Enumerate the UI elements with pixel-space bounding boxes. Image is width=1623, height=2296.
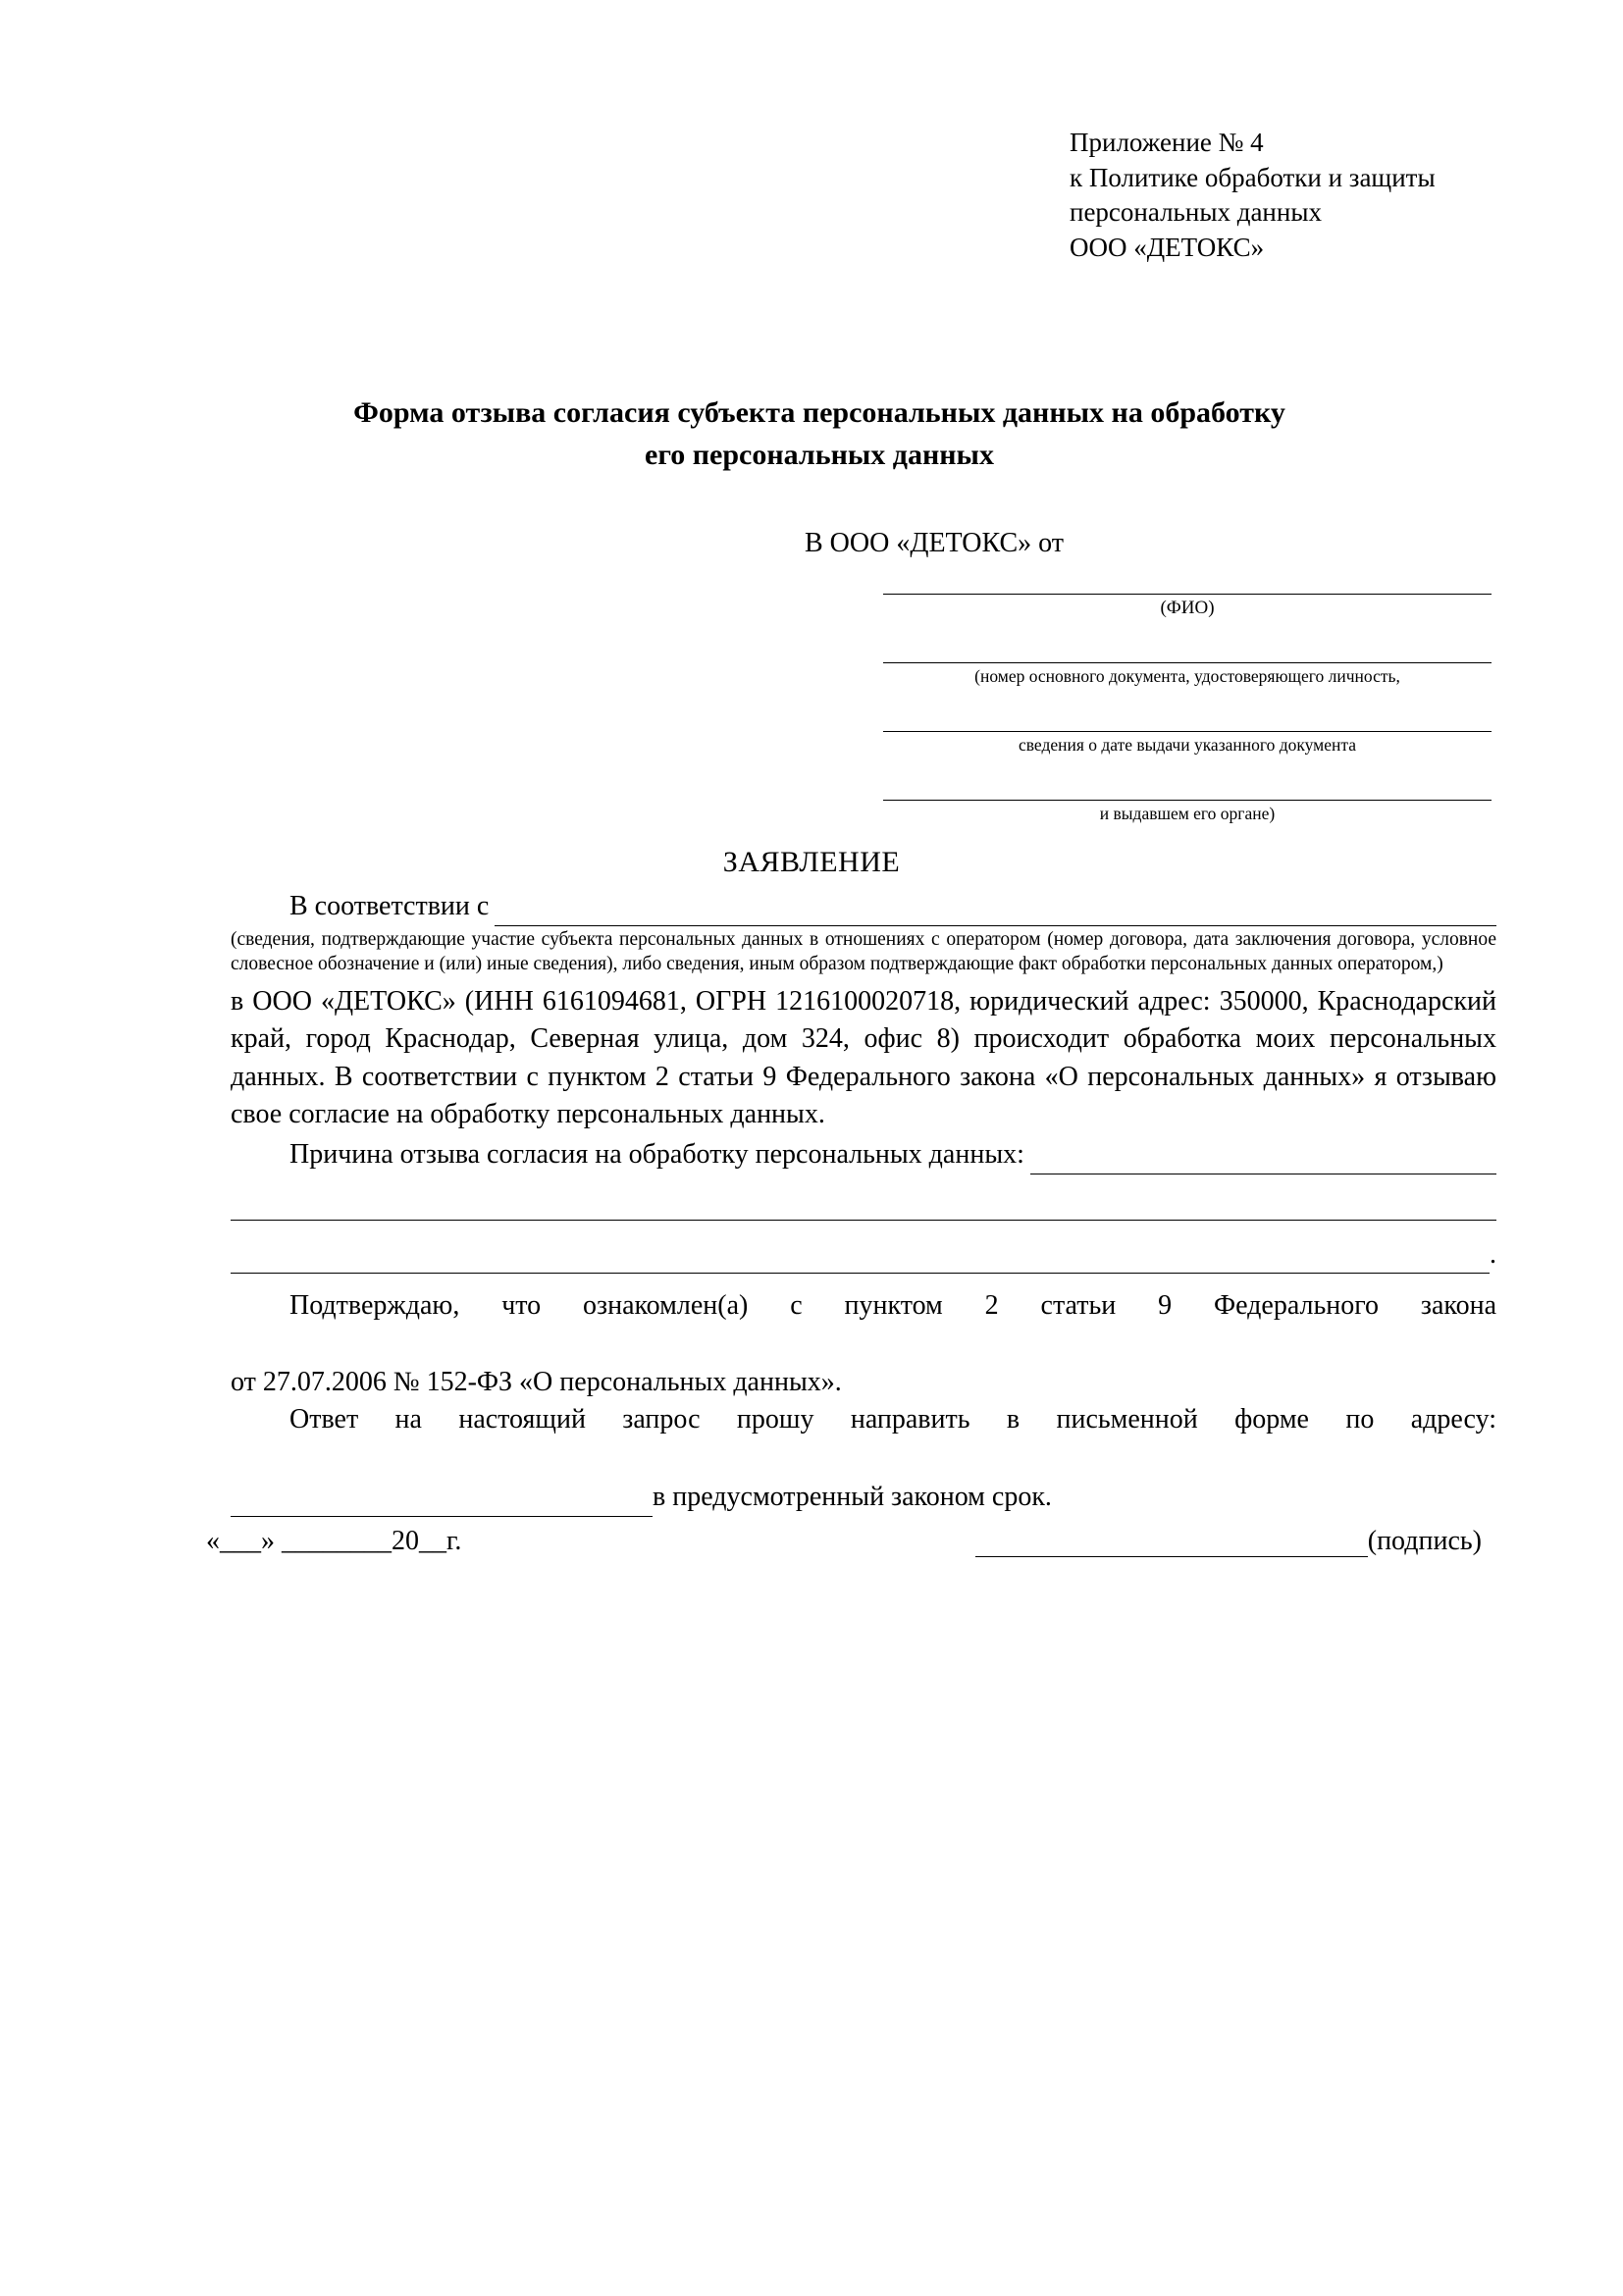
reason-row-3 <box>231 1236 1496 1275</box>
statement-body <box>231 888 1496 1517</box>
paragraph-operator-info: в ООО «ДЕТОКС» (ИНН 6161094681, ОГРН 1216100020718, юридический адрес: 350000, Краснодарский край, город Краснодар, Северная улица, дом 324, офис 8) происходит обработка моих персональных данных. В соответствии с пунктом 2 статьи 9 Федерального закона «О персональных данных» я отзываю свое согласие на обработку персональных данных. <box>231 985 1496 1130</box>
statement-heading: ЗАЯВЛЕНИЕ <box>722 846 901 878</box>
header-block <box>1070 126 1580 266</box>
intro-row <box>231 888 1496 926</box>
header-line-1: Приложение № 4 <box>1070 128 1264 157</box>
reason-input-line-1[interactable] <box>1030 1148 1496 1174</box>
document-number-input-line[interactable] <box>883 633 1492 663</box>
addressee-label: В ООО «ДЕТОКС» от <box>805 528 1065 558</box>
fio-caption: (ФИО) <box>1160 598 1215 618</box>
issuing-authority-field-block <box>883 770 1492 824</box>
intro-label: В соответствии с <box>289 891 490 921</box>
signature-caption: (подпись) <box>1367 1526 1482 1556</box>
reason-input-line-2[interactable] <box>231 1190 1496 1221</box>
intro-input-line[interactable] <box>495 900 1496 926</box>
title-line-1: Форма отзыва согласия субъекта персональных данных на обработку <box>353 396 1285 429</box>
document-date-field-block <box>883 702 1492 756</box>
confirm-line-2: от 27.07.2006 № 152-ФЗ «О персональных данных». <box>231 1366 842 1397</box>
reason-row <box>231 1136 1496 1174</box>
answer-tail: в предусмотренный законом срок. <box>653 1482 1052 1513</box>
document-number-field-block <box>883 633 1492 687</box>
signature-input-line[interactable] <box>975 1531 1368 1557</box>
document-date-input-line[interactable] <box>883 702 1492 732</box>
document-date-caption: сведения о дате выдачи указанного документа <box>1018 735 1356 755</box>
issuing-authority-input-line[interactable] <box>883 770 1492 801</box>
fio-input-line[interactable] <box>883 564 1492 595</box>
issuing-authority-caption: и выдавшем его органе) <box>1099 804 1276 823</box>
header-line-4: ООО «ДЕТОКС» <box>1070 232 1265 262</box>
header-line-3: персональных данных <box>1070 197 1322 228</box>
answer-text: Ответ на настоящий запрос прошу направить в письменной форме по адресу: <box>289 1404 1496 1435</box>
confirm-line-1 <box>231 1287 1496 1363</box>
date-field[interactable]: «___» ________20__г. <box>206 1526 462 1556</box>
reason-period: . <box>1490 1238 1496 1270</box>
signature-field-block <box>975 1526 1482 1557</box>
fio-field-block <box>883 564 1492 620</box>
header-line-2: к Политике обработки и защиты <box>1070 162 1436 192</box>
title-line-2: его персональных данных <box>645 438 994 471</box>
address-row <box>231 1479 1496 1517</box>
signature-row <box>206 1526 1482 1557</box>
reason-label: Причина отзыва согласия на обработку персональных данных: <box>289 1139 1024 1171</box>
reason-input-line-3[interactable] <box>231 1247 1490 1274</box>
address-input-line[interactable] <box>231 1490 653 1517</box>
answer-line <box>231 1401 1496 1477</box>
confirm-text-1: Подтверждаю, что ознакомлен(а) с пунктом 2 статьи 9 Федерального закона <box>289 1290 1496 1322</box>
page-title <box>231 392 1408 476</box>
document-number-caption: (номер основного документа, удостоверяющего личность, <box>974 666 1400 686</box>
intro-note: (сведения, подтверждающие участие субъекта персональных данных в отношениях с оператором (номер договора, дата заключения договора, условное словесное обозначение и (или) иные сведения), либо сведения, иным образом подтверждающие факт обработки персональных данных оператором,) <box>231 928 1496 974</box>
